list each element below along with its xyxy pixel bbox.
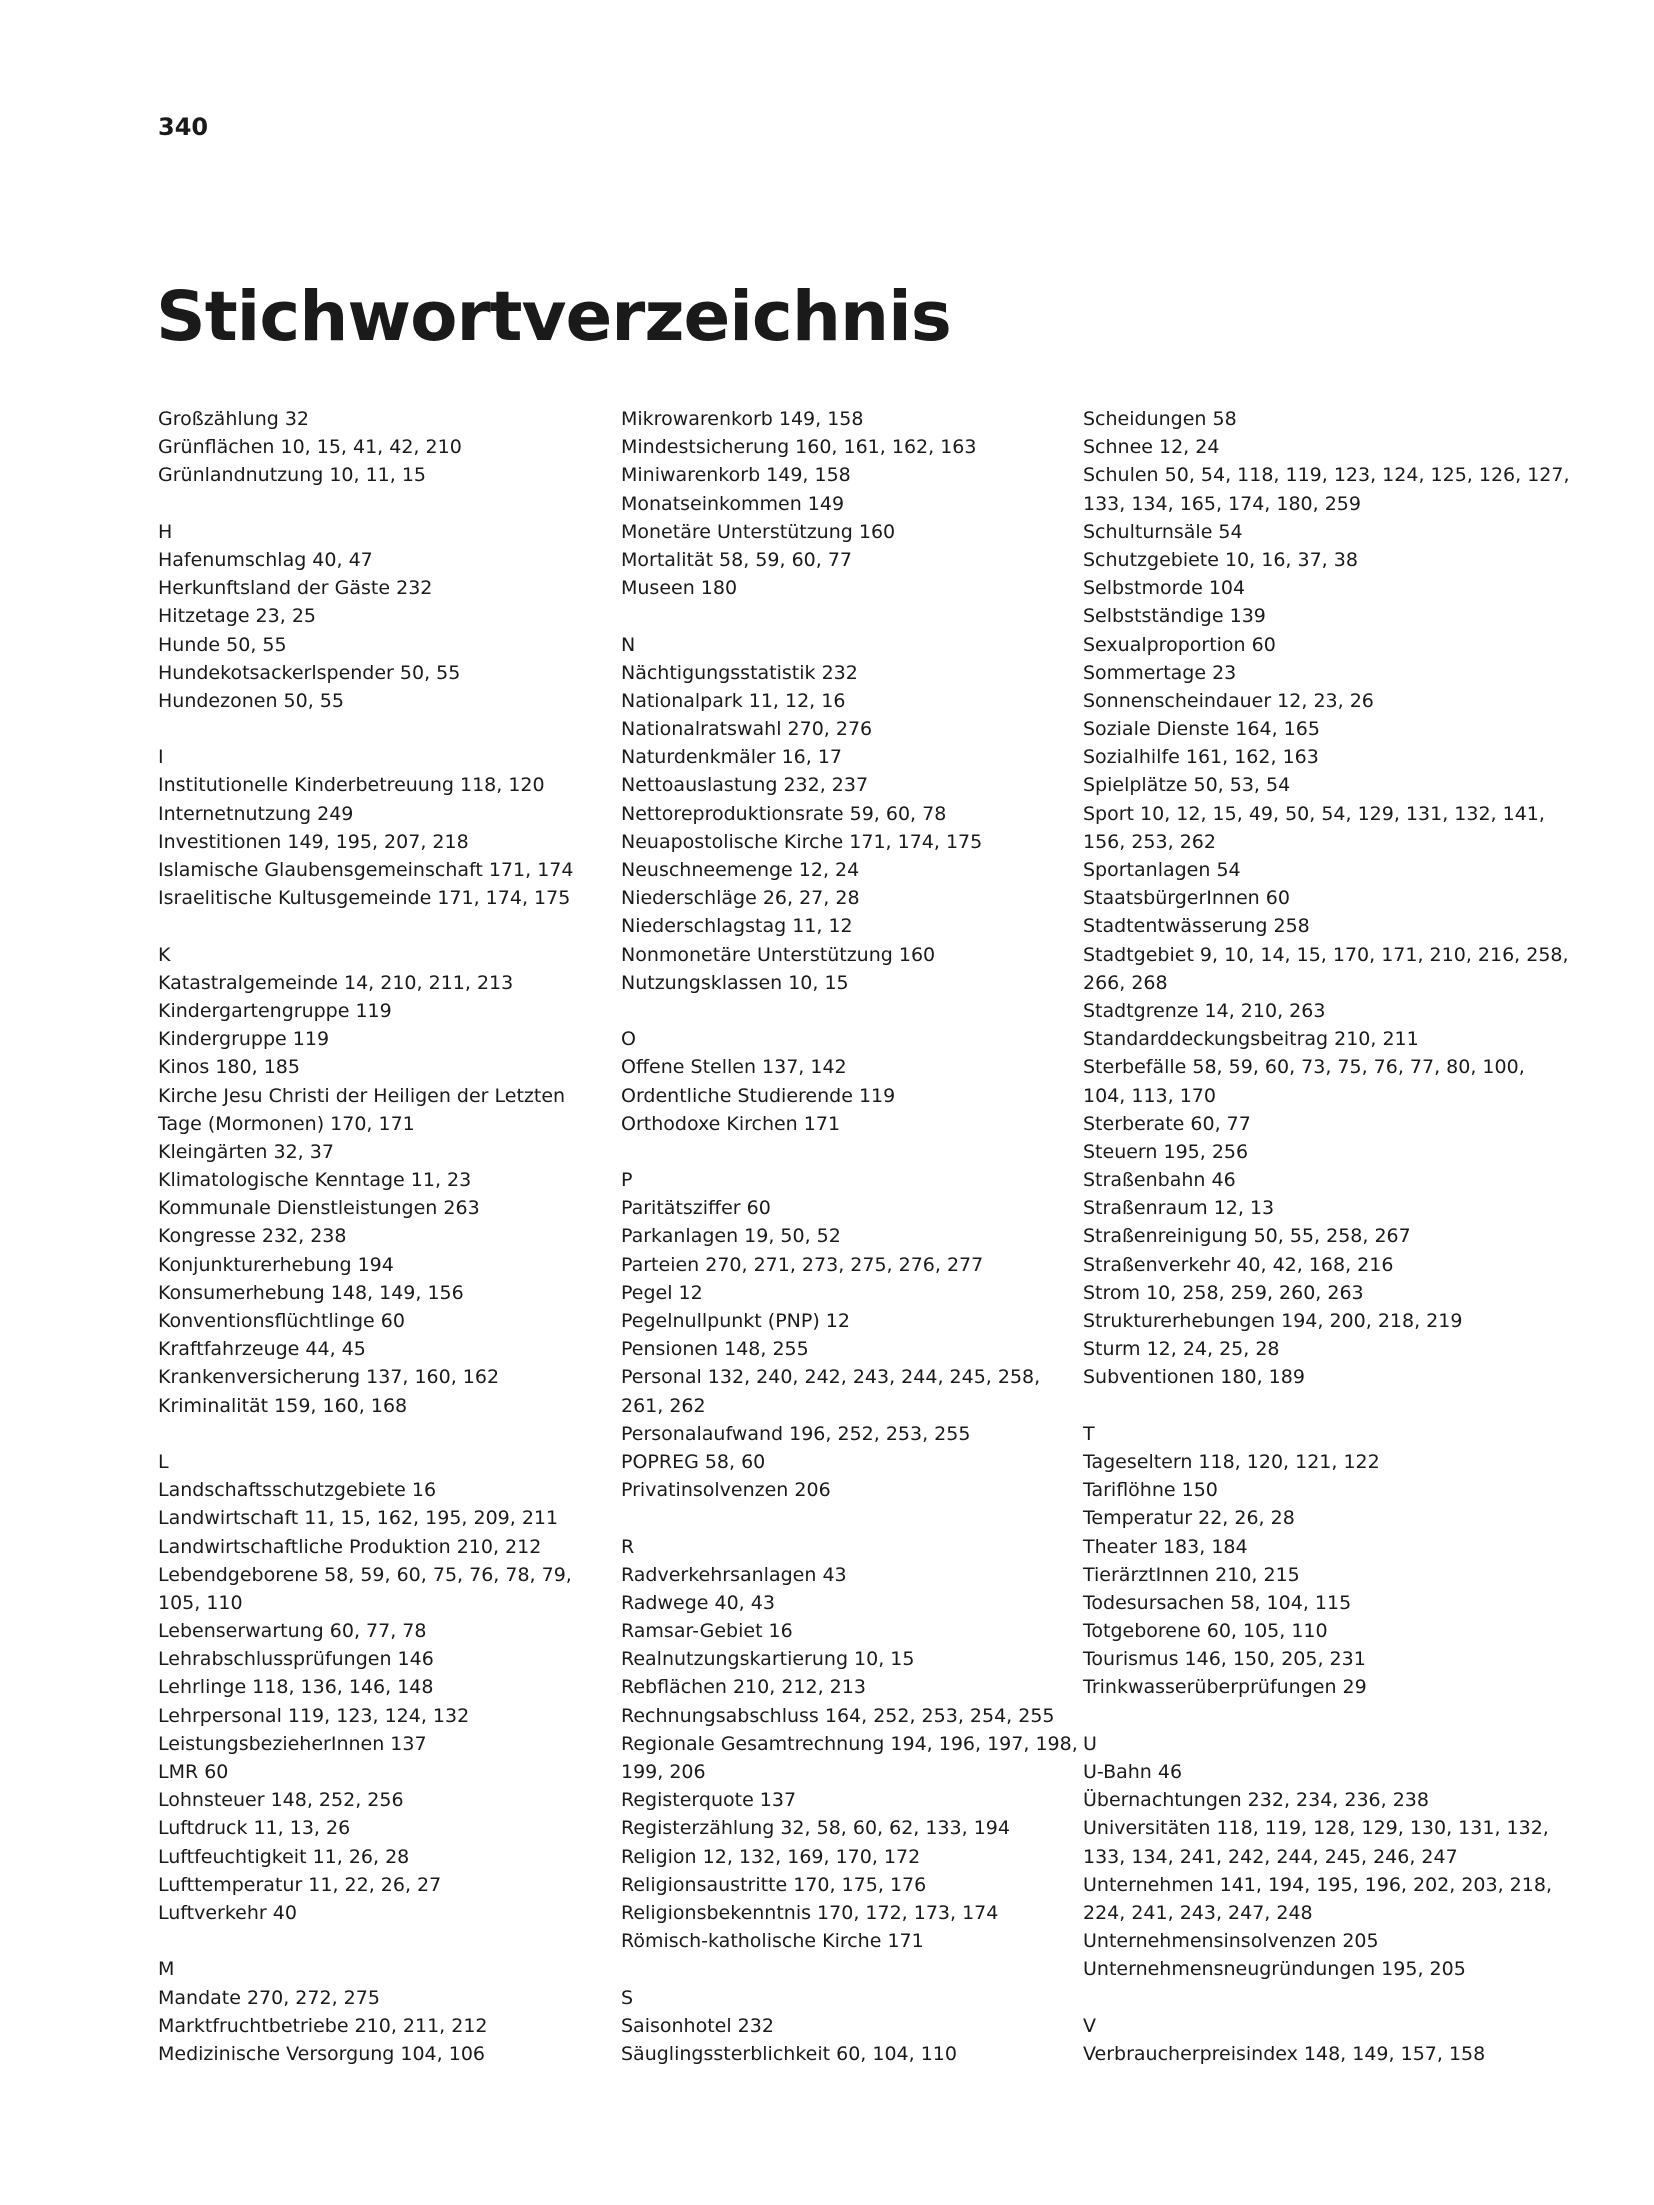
index-entry: Nonmonetäre Unterstützung 160 [621, 943, 936, 966]
index-entry: Radverkehrsanlagen 43 [621, 1563, 847, 1586]
index-entry: Schulen 50, 54, 118, 119, 123, 124, 125, 126, 127, [1083, 464, 1570, 487]
index-entry: Theater 183, 184 [1083, 1535, 1248, 1558]
index-entry: Registerzählung 32, 58, 60, 62, 133, 194 [621, 1817, 1010, 1840]
index-entry: Luftdruck 11, 13, 26 [158, 1817, 351, 1840]
index-entry: Medizinische Versorgung 104, 106 [158, 2042, 485, 2065]
index-entry: Klimatologische Kenntage 11, 23 [158, 1169, 472, 1192]
index-entry: Strom 10, 258, 259, 260, 263 [1083, 1281, 1364, 1304]
index-entry: 224, 241, 243, 247, 248 [1083, 1901, 1313, 1924]
index-entry: Krankenversicherung 137, 160, 162 [158, 1366, 500, 1389]
index-entry: Hundezonen 50, 55 [158, 689, 344, 712]
index-entry: Selbstmorde 104 [1083, 577, 1246, 600]
index-entry: Neuschneemenge 12, 24 [621, 859, 860, 881]
index-entry: Orthodoxe Kirchen 171 [621, 1112, 841, 1135]
index-entry: Säuglingssterblichkeit 60, 104, 110 [621, 2042, 957, 2065]
index-entry: Nettoreproduktionsrate 59, 60, 78 [621, 802, 947, 825]
index-entry: Sterberate 60, 77 [1083, 1112, 1251, 1135]
index-entry: Monatseinkommen 149 [621, 492, 845, 515]
index-entry: Nettoauslastung 232, 237 [621, 774, 869, 797]
index-entry: Lufttemperatur 11, 22, 26, 27 [158, 1873, 442, 1896]
index-entry: Investitionen 149, 195, 207, 218 [158, 830, 469, 853]
index-entry: 104, 113, 170 [1083, 1084, 1216, 1107]
index-entry: Miniwarenkorb 149, 158 [621, 464, 851, 487]
index-entry: Sterbefälle 58, 59, 60, 73, 75, 76, 77, 80, 100, [1083, 1056, 1525, 1079]
index-entry: Nächtigungsstatistik 232 [621, 661, 858, 684]
index-entry: Regionale Gesamtrechnung 194, 196, 197, 198, [621, 1732, 1078, 1755]
index-entry: Universitäten 118, 119, 128, 129, 130, 131, 132, [1083, 1817, 1549, 1840]
letter-heading: I [158, 746, 164, 769]
index-entry: Selbstständige 139 [1083, 605, 1266, 628]
index-entry: Religionsbekenntnis 170, 172, 173, 174 [621, 1901, 999, 1924]
index-entry: Strukturerhebungen 194, 200, 218, 219 [1083, 1310, 1463, 1332]
index-entry: Luftfeuchtigkeit 11, 26, 28 [158, 1845, 410, 1868]
index-entry: Standarddeckungsbeitrag 210, 211 [1083, 1028, 1419, 1051]
index-entry: Tageseltern 118, 120, 121, 122 [1083, 1450, 1380, 1473]
index-entry: TierärztInnen 210, 215 [1083, 1563, 1300, 1586]
index-entry: Kirche Jesu Christi der Heiligen der Letzten [158, 1084, 566, 1107]
index-entry: Stadtentwässerung 258 [1083, 915, 1310, 938]
index-entry: Grünflächen 10, 15, 41, 42, 210 [158, 436, 462, 459]
index-entry: Kraftfahrzeuge 44, 45 [158, 1338, 366, 1361]
index-entry: Lebendgeborene 58, 59, 60, 75, 76, 78, 79, [158, 1563, 572, 1586]
index-entry: 266, 268 [1083, 971, 1168, 994]
blank-line [158, 490, 598, 518]
index-column-2 [621, 405, 1078, 2068]
index-entry: Grünlandnutzung 10, 11, 15 [158, 464, 427, 487]
page-number: 340 [158, 113, 209, 141]
index-entry: Islamische Glaubensgemeinschaft 171, 174 [158, 859, 574, 881]
blank-line [158, 1420, 598, 1448]
index-entry: Lohnsteuer 148, 252, 256 [158, 1789, 404, 1812]
index-entry: Niederschläge 26, 27, 28 [621, 887, 860, 910]
index-entry: Todesursachen 58, 104, 115 [1083, 1591, 1352, 1614]
blank-line [158, 912, 598, 940]
index-entry: Stadtgebiet 9, 10, 14, 15, 170, 171, 210, 216, 258, [1083, 943, 1569, 966]
letter-heading: K [158, 943, 171, 966]
index-entry: Luftverkehr 40 [158, 1901, 297, 1924]
letter-heading: O [621, 1028, 636, 1051]
index-entry: Nationalratswahl 270, 276 [621, 718, 873, 741]
index-entry: Sportanlagen 54 [1083, 859, 1241, 881]
index-entry: Herkunftsland der Gäste 232 [158, 577, 433, 600]
index-entry: Spielplätze 50, 53, 54 [1083, 774, 1291, 797]
index-entry: Tariflöhne 150 [1083, 1479, 1218, 1502]
letter-heading: M [158, 1958, 175, 1981]
blank-line [621, 1955, 1061, 1983]
index-entry: LMR 60 [158, 1761, 229, 1783]
index-entry: Scheidungen 58 [1083, 408, 1237, 430]
index-entry: Übernachtungen 232, 234, 236, 238 [1083, 1789, 1429, 1812]
letter-heading: T [1083, 1422, 1095, 1445]
index-entry: Mortalität 58, 59, 60, 77 [621, 548, 853, 571]
index-entry: Sonnenscheindauer 12, 23, 26 [1083, 689, 1374, 712]
index-entry: Personal 132, 240, 242, 243, 244, 245, 258, [621, 1366, 1041, 1389]
blank-line [158, 1927, 598, 1955]
index-entry: Parkanlagen 19, 50, 52 [621, 1225, 841, 1248]
index-entry: Rechnungsabschluss 164, 252, 253, 254, 255 [621, 1704, 1055, 1727]
index-entry: Paritätsziffer 60 [621, 1197, 771, 1220]
index-entry: Privatinsolvenzen 206 [621, 1479, 831, 1502]
index-entry: Straßenverkehr 40, 42, 168, 216 [1083, 1253, 1394, 1276]
index-entry: Ramsar-Gebiet 16 [621, 1620, 793, 1643]
index-entry: Straßenbahn 46 [1083, 1169, 1236, 1192]
letter-heading: L [158, 1450, 169, 1473]
index-entry: Unternehmensinsolvenzen 205 [1083, 1930, 1379, 1953]
index-entry: Landwirtschaftliche Produktion 210, 212 [158, 1535, 542, 1558]
index-entry: Schutzgebiete 10, 16, 37, 38 [1083, 548, 1358, 571]
index-entry: StaatsbürgerInnen 60 [1083, 887, 1290, 910]
letter-heading: S [621, 1986, 634, 2009]
index-entry: Rebflächen 210, 212, 213 [621, 1676, 866, 1699]
index-entry: Großzählung 32 [158, 408, 310, 430]
index-entry: Unternehmensneugründungen 195, 205 [1083, 1958, 1466, 1981]
index-entry: Realnutzungskartierung 10, 15 [621, 1648, 915, 1671]
index-entry: Niederschlagstag 11, 12 [621, 915, 853, 938]
index-entry: Kommunale Dienstleistungen 263 [158, 1197, 480, 1220]
letter-heading: U [1083, 1732, 1097, 1755]
index-entry: Stadtgrenze 14, 210, 263 [1083, 999, 1326, 1022]
index-entry: Hunde 50, 55 [158, 633, 287, 656]
index-entry: Institutionelle Kinderbetreuung 118, 120 [158, 774, 545, 797]
index-entry: Museen 180 [621, 577, 738, 600]
letter-heading: R [621, 1535, 635, 1558]
index-entry: Konventionsflüchtlinge 60 [158, 1310, 405, 1332]
index-entry: Mikrowarenkorb 149, 158 [621, 408, 864, 430]
index-entry: LeistungsbezieherInnen 137 [158, 1732, 427, 1755]
index-entry: Soziale Dienste 164, 165 [1083, 718, 1320, 741]
index-entry: POPREG 58, 60 [621, 1450, 766, 1473]
index-column-1 [158, 405, 598, 2068]
blank-line [1083, 1392, 1523, 1420]
index-entry: Trinkwasserüberprüfungen 29 [1083, 1676, 1367, 1699]
index-entry: Hafenumschlag 40, 47 [158, 548, 373, 571]
index-entry: Hitzetage 23, 25 [158, 605, 316, 628]
index-entry: Straßenreinigung 50, 55, 258, 267 [1083, 1225, 1411, 1248]
index-entry: Steuern 195, 256 [1083, 1140, 1249, 1163]
letter-heading: V [1083, 2014, 1096, 2037]
index-entry: 156, 253, 262 [1083, 830, 1216, 853]
page-title: Stichwortverzeichnis [156, 277, 951, 357]
index-entry: Israelitische Kultusgemeinde 171, 174, 175 [158, 887, 571, 910]
blank-line [1083, 1984, 1523, 2012]
letter-heading: P [621, 1169, 633, 1192]
index-entry: Straßenraum 12, 13 [1083, 1197, 1275, 1220]
blank-line [621, 1138, 1061, 1166]
index-entry: Sozialhilfe 161, 162, 163 [1083, 746, 1319, 769]
index-entry: Lehrpersonal 119, 123, 124, 132 [158, 1704, 470, 1727]
index-entry: 261, 262 [621, 1394, 706, 1417]
index-entry: Kriminalität 159, 160, 168 [158, 1394, 408, 1417]
index-entry: Mindestsicherung 160, 161, 162, 163 [621, 436, 977, 459]
index-entry: Nationalpark 11, 12, 16 [621, 689, 846, 712]
index-entry: Lehrlinge 118, 136, 146, 148 [158, 1676, 434, 1699]
index-entry: Naturdenkmäler 16, 17 [621, 746, 843, 769]
index-entry: Nutzungsklassen 10, 15 [621, 971, 849, 994]
index-entry: Religionsaustritte 170, 175, 176 [621, 1873, 927, 1896]
blank-line [621, 1504, 1061, 1532]
index-entry: Temperatur 22, 26, 28 [1083, 1507, 1295, 1530]
index-entry: Kongresse 232, 238 [158, 1225, 347, 1248]
index-entry: Monetäre Unterstützung 160 [621, 520, 896, 543]
letter-heading: H [158, 520, 173, 543]
letter-heading: N [621, 633, 636, 656]
index-entry: Subventionen 180, 189 [1083, 1366, 1305, 1389]
index-entry: Tage (Mormonen) 170, 171 [158, 1112, 415, 1135]
index-entry: Saisonhotel 232 [621, 2014, 774, 2037]
blank-line [158, 715, 598, 743]
blank-line [621, 602, 1061, 630]
index-entry: Landwirtschaft 11, 15, 162, 195, 209, 211 [158, 1507, 559, 1530]
index-entry: Personalaufwand 196, 252, 253, 255 [621, 1422, 971, 1445]
index-entry: Konjunkturerhebung 194 [158, 1253, 394, 1276]
index-entry: Schulturnsäle 54 [1083, 520, 1243, 543]
index-entry: Mandate 270, 272, 275 [158, 1986, 380, 2009]
index-entry: Katastralgemeinde 14, 210, 211, 213 [158, 971, 514, 994]
index-entry: Kinos 180, 185 [158, 1056, 300, 1079]
index-entry: Sommertage 23 [1083, 661, 1237, 684]
index-entry: Lehrabschlussprüfungen 146 [158, 1648, 434, 1671]
index-entry: Internetnutzung 249 [158, 802, 354, 825]
index-entry: Sport 10, 12, 15, 49, 50, 54, 129, 131, 132, 141, [1083, 802, 1545, 825]
index-entry: Parteien 270, 271, 273, 275, 276, 277 [621, 1253, 984, 1276]
index-entry: Kindergruppe 119 [158, 1028, 330, 1051]
index-entry: Religion 12, 132, 169, 170, 172 [621, 1845, 921, 1868]
index-entry: Offene Stellen 137, 142 [621, 1056, 847, 1079]
index-entry: Hundekotsackerlspender 50, 55 [158, 661, 461, 684]
blank-line [621, 997, 1061, 1025]
index-entry: Konsumerhebung 148, 149, 156 [158, 1281, 464, 1304]
index-entry: Lebenserwartung 60, 77, 78 [158, 1620, 427, 1643]
index-entry: Tourismus 146, 150, 205, 231 [1083, 1648, 1366, 1671]
index-entry: Pegel 12 [621, 1281, 703, 1304]
index-column-3 [1083, 405, 1570, 2068]
index-entry: Schnee 12, 24 [1083, 436, 1220, 459]
index-entry: Pegelnullpunkt (PNP) 12 [621, 1310, 850, 1332]
index-entry: Verbraucherpreisindex 148, 149, 157, 158 [1083, 2042, 1486, 2065]
index-entry: 133, 134, 241, 242, 244, 245, 246, 247 [1083, 1845, 1458, 1868]
index-entry: 133, 134, 165, 174, 180, 259 [1083, 492, 1361, 515]
index-entry: Kleingärten 32, 37 [158, 1140, 334, 1163]
index-entry: Ordentliche Studierende 119 [621, 1084, 896, 1107]
index-entry: Pensionen 148, 255 [621, 1338, 809, 1361]
index-entry: Neuapostolische Kirche 171, 174, 175 [621, 830, 983, 853]
index-entry: 105, 110 [158, 1591, 243, 1614]
index-entry: Sexualproportion 60 [1083, 633, 1276, 656]
index-entry: Radwege 40, 43 [621, 1591, 775, 1614]
index-entry: Römisch-katholische Kirche 171 [621, 1930, 924, 1953]
index-entry: Unternehmen 141, 194, 195, 196, 202, 203, 218, [1083, 1873, 1552, 1896]
index-entry: Landschaftsschutzgebiete 16 [158, 1479, 437, 1502]
index-entry: Totgeborene 60, 105, 110 [1083, 1620, 1328, 1643]
index-entry: U-Bahn 46 [1083, 1761, 1183, 1783]
index-entry: Marktfruchtbetriebe 210, 211, 212 [158, 2014, 488, 2037]
index-entry: Sturm 12, 24, 25, 28 [1083, 1338, 1280, 1361]
index-entry: Kindergartengruppe 119 [158, 999, 392, 1022]
index-entry: Registerquote 137 [621, 1789, 797, 1812]
blank-line [1083, 1702, 1523, 1730]
index-entry: 199, 206 [621, 1761, 706, 1783]
